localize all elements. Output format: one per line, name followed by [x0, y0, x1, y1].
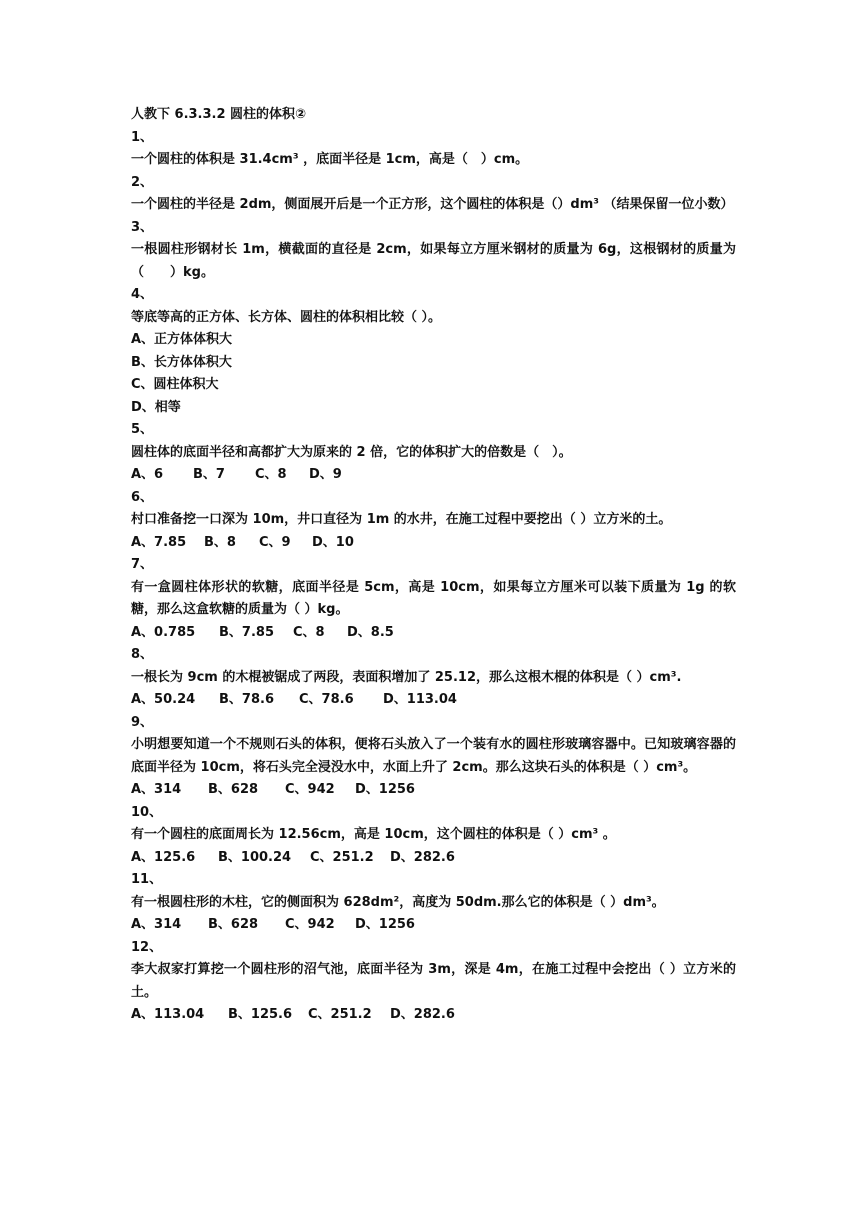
question-text: 有一个圆柱的底面周长为 12.56cm，高是 10cm，这个圆柱的体积是（ ）cm³ 。: [131, 827, 616, 842]
answer-options: [131, 1004, 736, 1027]
answer-option: C、942: [285, 917, 335, 932]
question-number: 4、: [131, 287, 154, 302]
answer-option: D、相等: [131, 399, 181, 415]
answer-options: [131, 622, 736, 645]
answer-option: A、314: [131, 917, 182, 932]
question-text: 李大叔家打算挖一个圆柱形的沼气池，底面半径为 3m，深是 4m，在施工过程中会挖出（ ）立方米的土。: [131, 962, 736, 1000]
question-number: 10、: [131, 804, 163, 820]
answer-option: C、8: [255, 467, 287, 482]
answer-option: C、8: [293, 624, 325, 640]
question-number: 11、: [131, 872, 163, 887]
answer-option: C、251.2: [308, 1007, 372, 1022]
answer-option: B、长方体体积大: [131, 354, 232, 370]
answer-option: A、314: [131, 782, 182, 797]
answer-option: B、8: [204, 534, 236, 550]
question-number: 1、: [131, 129, 154, 145]
question-number: 3、: [131, 219, 154, 235]
question-number: 8、: [131, 647, 154, 662]
answer-option: D、9: [309, 467, 342, 482]
answer-option: A、正方体体积大: [131, 332, 233, 347]
answer-option: C、9: [259, 534, 291, 550]
question-text: 一根长为 9cm 的木棍被锯成了两段，表面积增加了 25.12，那么这根木棍的体积是（ ）cm³.: [131, 669, 682, 685]
question-text: 村口准备挖一口深为 10m，井口直径为 1m 的水井，在施工过程中要挖出（ ）立方米的土。: [131, 512, 672, 527]
question-text: 一根圆柱形钢材长 1m，横截面的直径是 2cm，如果每立方厘米钢材的质量为 6g，这根钢材的质量为（ ）kg。: [131, 242, 736, 280]
answer-option: A、113.04: [131, 1007, 205, 1022]
answer-option: B、125.6: [228, 1007, 293, 1022]
answer-option: D、282.6: [390, 1007, 455, 1022]
answer-option: A、7.85: [131, 534, 187, 550]
answer-option: C、圆柱体积大: [131, 377, 219, 392]
answer-option: C、78.6: [299, 692, 354, 707]
answer-option: A、6: [131, 467, 164, 482]
answer-options: [131, 779, 736, 802]
answer-option: B、78.6: [219, 692, 274, 707]
answer-option: D、1256: [355, 782, 415, 797]
answer-option: D、282.6: [390, 849, 455, 865]
question-number: 5、: [131, 422, 154, 437]
question-number: 7、: [131, 557, 154, 572]
answer-option: C、251.2: [310, 849, 374, 865]
question-number: 9、: [131, 714, 154, 730]
answer-option: B、7.85: [219, 624, 274, 640]
worksheet: [131, 104, 736, 1027]
answer-option: A、0.785: [131, 624, 196, 640]
question-text: 小明想要知道一个不规则石头的体积，便将石头放入了一个装有水的圆柱形玻璃容器中。已知玻璃容器的底面半径为 10cm，将石头完全浸没水中，水面上升了 2cm。那么这块石头的体积是（ ）cm³。: [131, 737, 736, 775]
answer-option: B、628: [208, 917, 259, 932]
question-text: 圆柱体的底面半径和高都扩大为原来的 2 倍，它的体积扩大的倍数是（ ）。: [131, 444, 572, 460]
question-number: 12、: [131, 939, 163, 955]
answer-options: [131, 847, 736, 870]
answer-option: C、942: [285, 782, 335, 797]
answer-options: [131, 532, 736, 555]
answer-option: A、125.6: [131, 849, 196, 865]
answer-option: B、100.24: [218, 849, 292, 865]
question-text: 一个圆柱的半径是 2dm，侧面展开后是一个正方形，这个圆柱的体积是（）dm³ （结果保留一位小数）: [131, 197, 734, 212]
question-number: 6、: [131, 489, 154, 505]
answer-options: [131, 689, 736, 712]
page-title: 人教下 6.3.3.2 圆柱的体积②: [131, 107, 307, 122]
question-text: 有一根圆柱形的木柱，它的侧面积为 628dm²，高度为 50dm.那么它的体积是（ ）dm³。: [131, 894, 665, 910]
question-text: 有一盒圆柱体形状的软糖，底面半径是 5cm，高是 10cm，如果每立方厘米可以装下质量为 1g 的软糖，那么这盒软糖的质量为（ ）kg。: [131, 579, 736, 617]
answer-option: D、10: [312, 534, 354, 550]
answer-option: D、113.04: [383, 692, 457, 707]
answer-option: D、8.5: [347, 624, 394, 640]
question-text: 一个圆柱的体积是 31.4cm³ ，底面半径是 1cm，高是（ ）cm。: [131, 152, 529, 167]
answer-option: A、50.24: [131, 692, 196, 707]
answer-options: [131, 464, 736, 487]
answer-option: B、7: [193, 467, 225, 482]
answer-option: D、1256: [355, 917, 415, 932]
answer-option: B、628: [208, 782, 259, 797]
question-number: 2、: [131, 174, 154, 190]
answer-options: [131, 914, 736, 937]
question-text: 等底等高的正方体、长方体、圆柱的体积相比较（ ）。: [131, 309, 442, 325]
